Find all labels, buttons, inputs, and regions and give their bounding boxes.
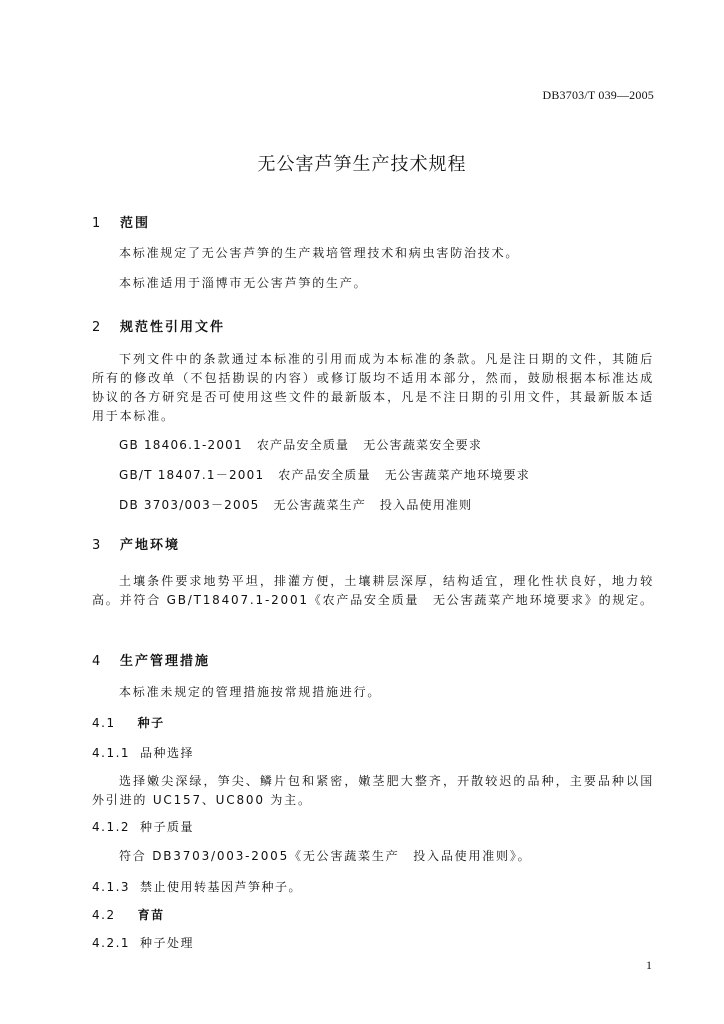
section-number: 4	[92, 654, 103, 669]
reference-name: 农产品安全质量	[256, 438, 350, 452]
reference-item	[119, 436, 482, 453]
reference-code: DB 3703/003－2005	[119, 498, 260, 512]
reference-code: GB 18406.1-2001	[119, 438, 243, 452]
subsection-number: 4.1.3	[92, 880, 131, 894]
subsection-number: 4.1	[92, 716, 116, 730]
subsection-title: 品种选择	[140, 746, 195, 760]
reference-item	[119, 496, 472, 513]
section-1-paragraph-1: 本标准规定了无公害芦笋的生产栽培管理技术和病虫害防治技术。	[119, 246, 520, 260]
section-title: 范围	[120, 216, 151, 231]
reference-subtitle: 无公害蔬菜产地环境要求	[384, 468, 530, 482]
subsection-number: 4.1.2	[92, 820, 131, 834]
section-3-heading	[92, 534, 180, 553]
document-code: DB3703/T 039—2005	[542, 88, 654, 102]
section-2-paragraph: 下列文件中的条款通过本标准的引用而成为本标准的条款。凡是注日期的文件，其随后所有的修改单（不包括勘误的内容）或修订版均不适用本部分，然而，鼓励根据本标准达成协议的各方研究是否可使用这些文件的最新版本，凡是不注日期的引用文件，其最新版本适用于本标准。	[92, 352, 654, 423]
subsection-number: 4.1.1	[92, 746, 131, 760]
subsection-number: 4.2.1	[92, 936, 131, 950]
section-number: 1	[92, 216, 103, 231]
section-1-heading	[92, 212, 150, 231]
subsection-4-2-1-heading	[92, 934, 194, 951]
subsection-number: 4.2	[92, 908, 116, 922]
section-3-paragraph: 土壤条件要求地势平坦，排灌方便，土壤耕层深厚，结构适宜，理化性状良好，地力较高。并符合 GB/T18407.1-2001《农产品安全质量 无公害蔬菜产地环境要求》的规定。	[92, 574, 654, 607]
page-number: 1	[646, 958, 652, 972]
reference-name: 农产品安全质量	[278, 468, 371, 482]
subsection-4-1-1-paragraph: 选择嫩尖深绿，笋尖、鳞片包和紧密，嫩茎肥大整齐，开散较迟的品种，主要品种以国外引进的 UC157、UC800 为主。	[92, 774, 654, 807]
section-title: 产地环境	[120, 538, 181, 553]
subsection-title: 育苗	[137, 908, 165, 922]
subsection-4-1-2-paragraph: 符合 DB3703/003-2005《无公害蔬菜生产 投入品使用准则》。	[119, 849, 532, 863]
subsection-4-1-heading	[92, 714, 165, 731]
subsection-4-1-1-heading	[92, 744, 194, 761]
section-number: 2	[92, 320, 103, 335]
reference-code: GB/T 18407.1－2001	[119, 468, 265, 482]
subsection-title: 种子处理	[140, 936, 195, 950]
subsection-title: 种子	[137, 716, 165, 730]
reference-name: 无公害蔬菜生产	[273, 498, 366, 512]
section-4-paragraph: 本标准未规定的管理措施按常规措施进行。	[119, 685, 382, 699]
section-2-heading	[92, 316, 225, 335]
subsection-4-1-3-heading	[92, 878, 302, 895]
subsection-title: 种子质量	[140, 820, 195, 834]
reference-subtitle: 投入品使用准则	[379, 498, 473, 512]
section-title: 生产管理措施	[120, 654, 211, 669]
page-title: 无公害芦笋生产技术规程	[257, 154, 467, 175]
subsection-4-1-2-heading	[92, 818, 194, 835]
reference-item	[119, 466, 530, 483]
subsection-4-2-heading	[92, 906, 165, 923]
section-number: 3	[92, 538, 103, 553]
reference-subtitle: 无公害蔬菜安全要求	[363, 438, 483, 452]
section-4-heading	[92, 650, 210, 669]
section-title: 规范性引用文件	[120, 320, 226, 335]
subsection-title: 禁止使用转基因芦笋种子。	[140, 880, 303, 894]
section-1-paragraph-2: 本标准适用于淄博市无公害芦笋的生产。	[119, 276, 368, 290]
